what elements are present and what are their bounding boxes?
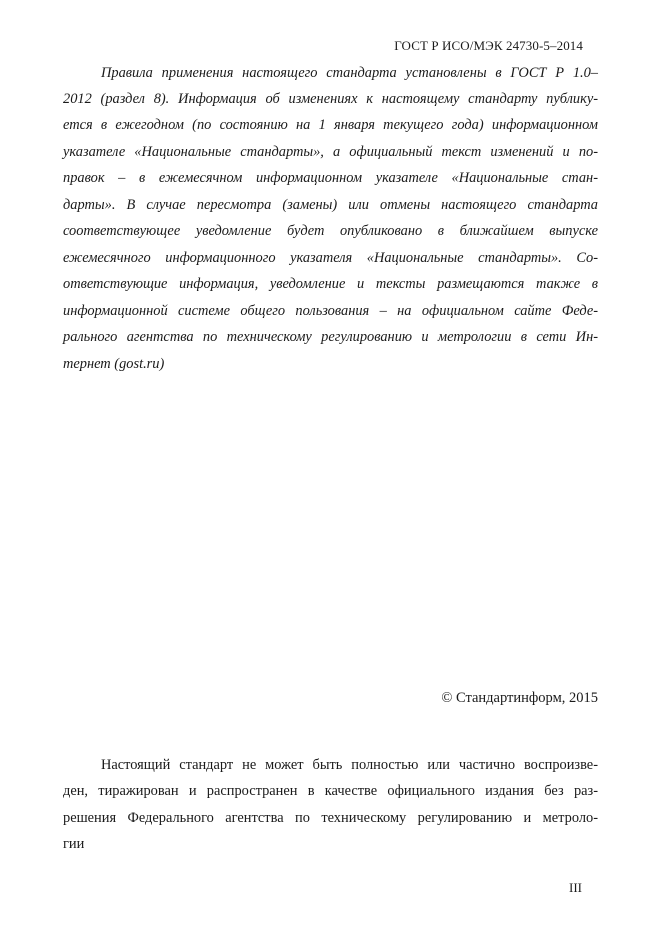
notice-line-4: гии — [63, 836, 85, 852]
rules-line-3: ется в ежегодном (по состоянию на 1 января текущего года) информационном — [63, 117, 598, 133]
rules-line-8: ежемесячного информационного указателя «Национальные стандарты». Со- — [63, 250, 598, 266]
notice-line-3: решения Федерального агентства по техническому регулированию и метроло- — [63, 810, 598, 826]
rules-line-4: указателе «Национальные стандарты», а официальный текст изменений и по- — [63, 144, 598, 160]
notice-line-2: ден, тиражирован и распространен в качестве официального издания без раз- — [63, 783, 598, 799]
standard-code-header: ГОСТ Р ИСО/МЭК 24730-5–2014 — [394, 38, 583, 53]
rules-line-2: 2012 (раздел 8). Информация об изменениях к настоящему стандарту публику- — [63, 91, 598, 107]
page-number: III — [569, 880, 582, 895]
notice-line-1: Настоящий стандарт не может быть полностью или частично воспроизве- — [101, 757, 598, 773]
copyright-notice: © Стандартинформ, 2015 — [441, 690, 598, 706]
rules-line-5: правок – в ежемесячном информационном указателе «Национальные стан- — [63, 170, 598, 186]
rules-line-6: дарты». В случае пересмотра (замены) или отмены настоящего стандарта — [63, 197, 598, 213]
rules-line-1: Правила применения настоящего стандарта установлены в ГОСТ Р 1.0– — [101, 65, 598, 81]
rules-line-11: рального агентства по техническому регулированию и метрологии в сети Ин- — [63, 329, 598, 345]
rules-line-12: тернет (gost.ru) — [63, 356, 165, 372]
rules-line-7: соответствующее уведомление будет опубликовано в ближайшем выпуске — [63, 223, 598, 239]
rules-line-9: ответствующие информация, уведомление и тексты размещаются также в — [63, 276, 598, 292]
rules-line-10: информационной системе общего пользования – на официальном сайте Феде- — [63, 303, 598, 319]
